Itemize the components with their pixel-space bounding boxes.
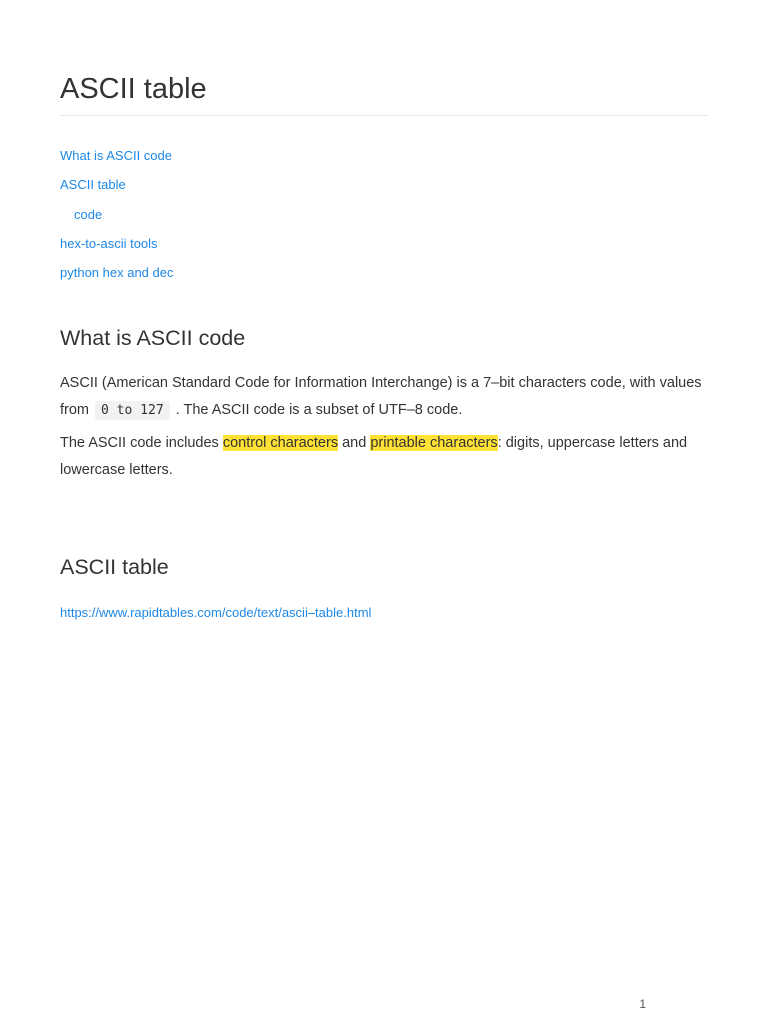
toc-item-hex-to-ascii-tools [60, 234, 173, 263]
toc-item-python-hex-and-dec [60, 263, 173, 292]
paragraph-ascii-definition [60, 370, 708, 424]
inline-code-value-range: 0 to 127 [95, 401, 170, 420]
toc-link-python-hex-and-dec[interactable]: python hex and dec [60, 265, 174, 280]
toc-item-what-is-ascii-code [60, 146, 173, 175]
rapidtables-link[interactable]: https://www.rapidtables.com/code/text/ascii–table.html [60, 605, 372, 620]
paragraph-text: and [342, 435, 367, 451]
table-of-contents [60, 146, 173, 292]
paragraph-text: The ASCII code includes [60, 435, 219, 451]
toc-item-ascii-table [60, 175, 173, 204]
paragraph-text: ASCII (American Standard Code for Information Interchange) is a 7–bit characters code, with values from [60, 375, 702, 418]
toc-link-hex-to-ascii-tools[interactable]: hex-to-ascii tools [60, 235, 158, 251]
toc-item-code [60, 205, 173, 234]
paragraph-text: . The ASCII code is a subset of UTF–8 code. [175, 402, 463, 418]
paragraph-text: : digits, uppercase letters and lowercase letters. [60, 435, 688, 478]
toc-link-code[interactable]: code [74, 206, 103, 222]
section-heading-what-is-ascii-code: What is ASCII code [60, 326, 246, 350]
page-number: 1 [639, 997, 646, 1011]
title-divider [60, 115, 708, 116]
page-title: ASCII table [60, 73, 207, 105]
highlight-control-characters: control characters [222, 435, 339, 451]
toc-link-ascii-table[interactable]: ASCII table [60, 177, 126, 193]
paragraph-ascii-includes [60, 430, 708, 484]
toc-link-what-is-ascii-code[interactable]: What is ASCII code [60, 148, 172, 163]
section-heading-ascii-table: ASCII table [60, 555, 169, 579]
highlight-printable-characters: printable characters [370, 435, 498, 451]
document-page [60, 0, 708, 1024]
